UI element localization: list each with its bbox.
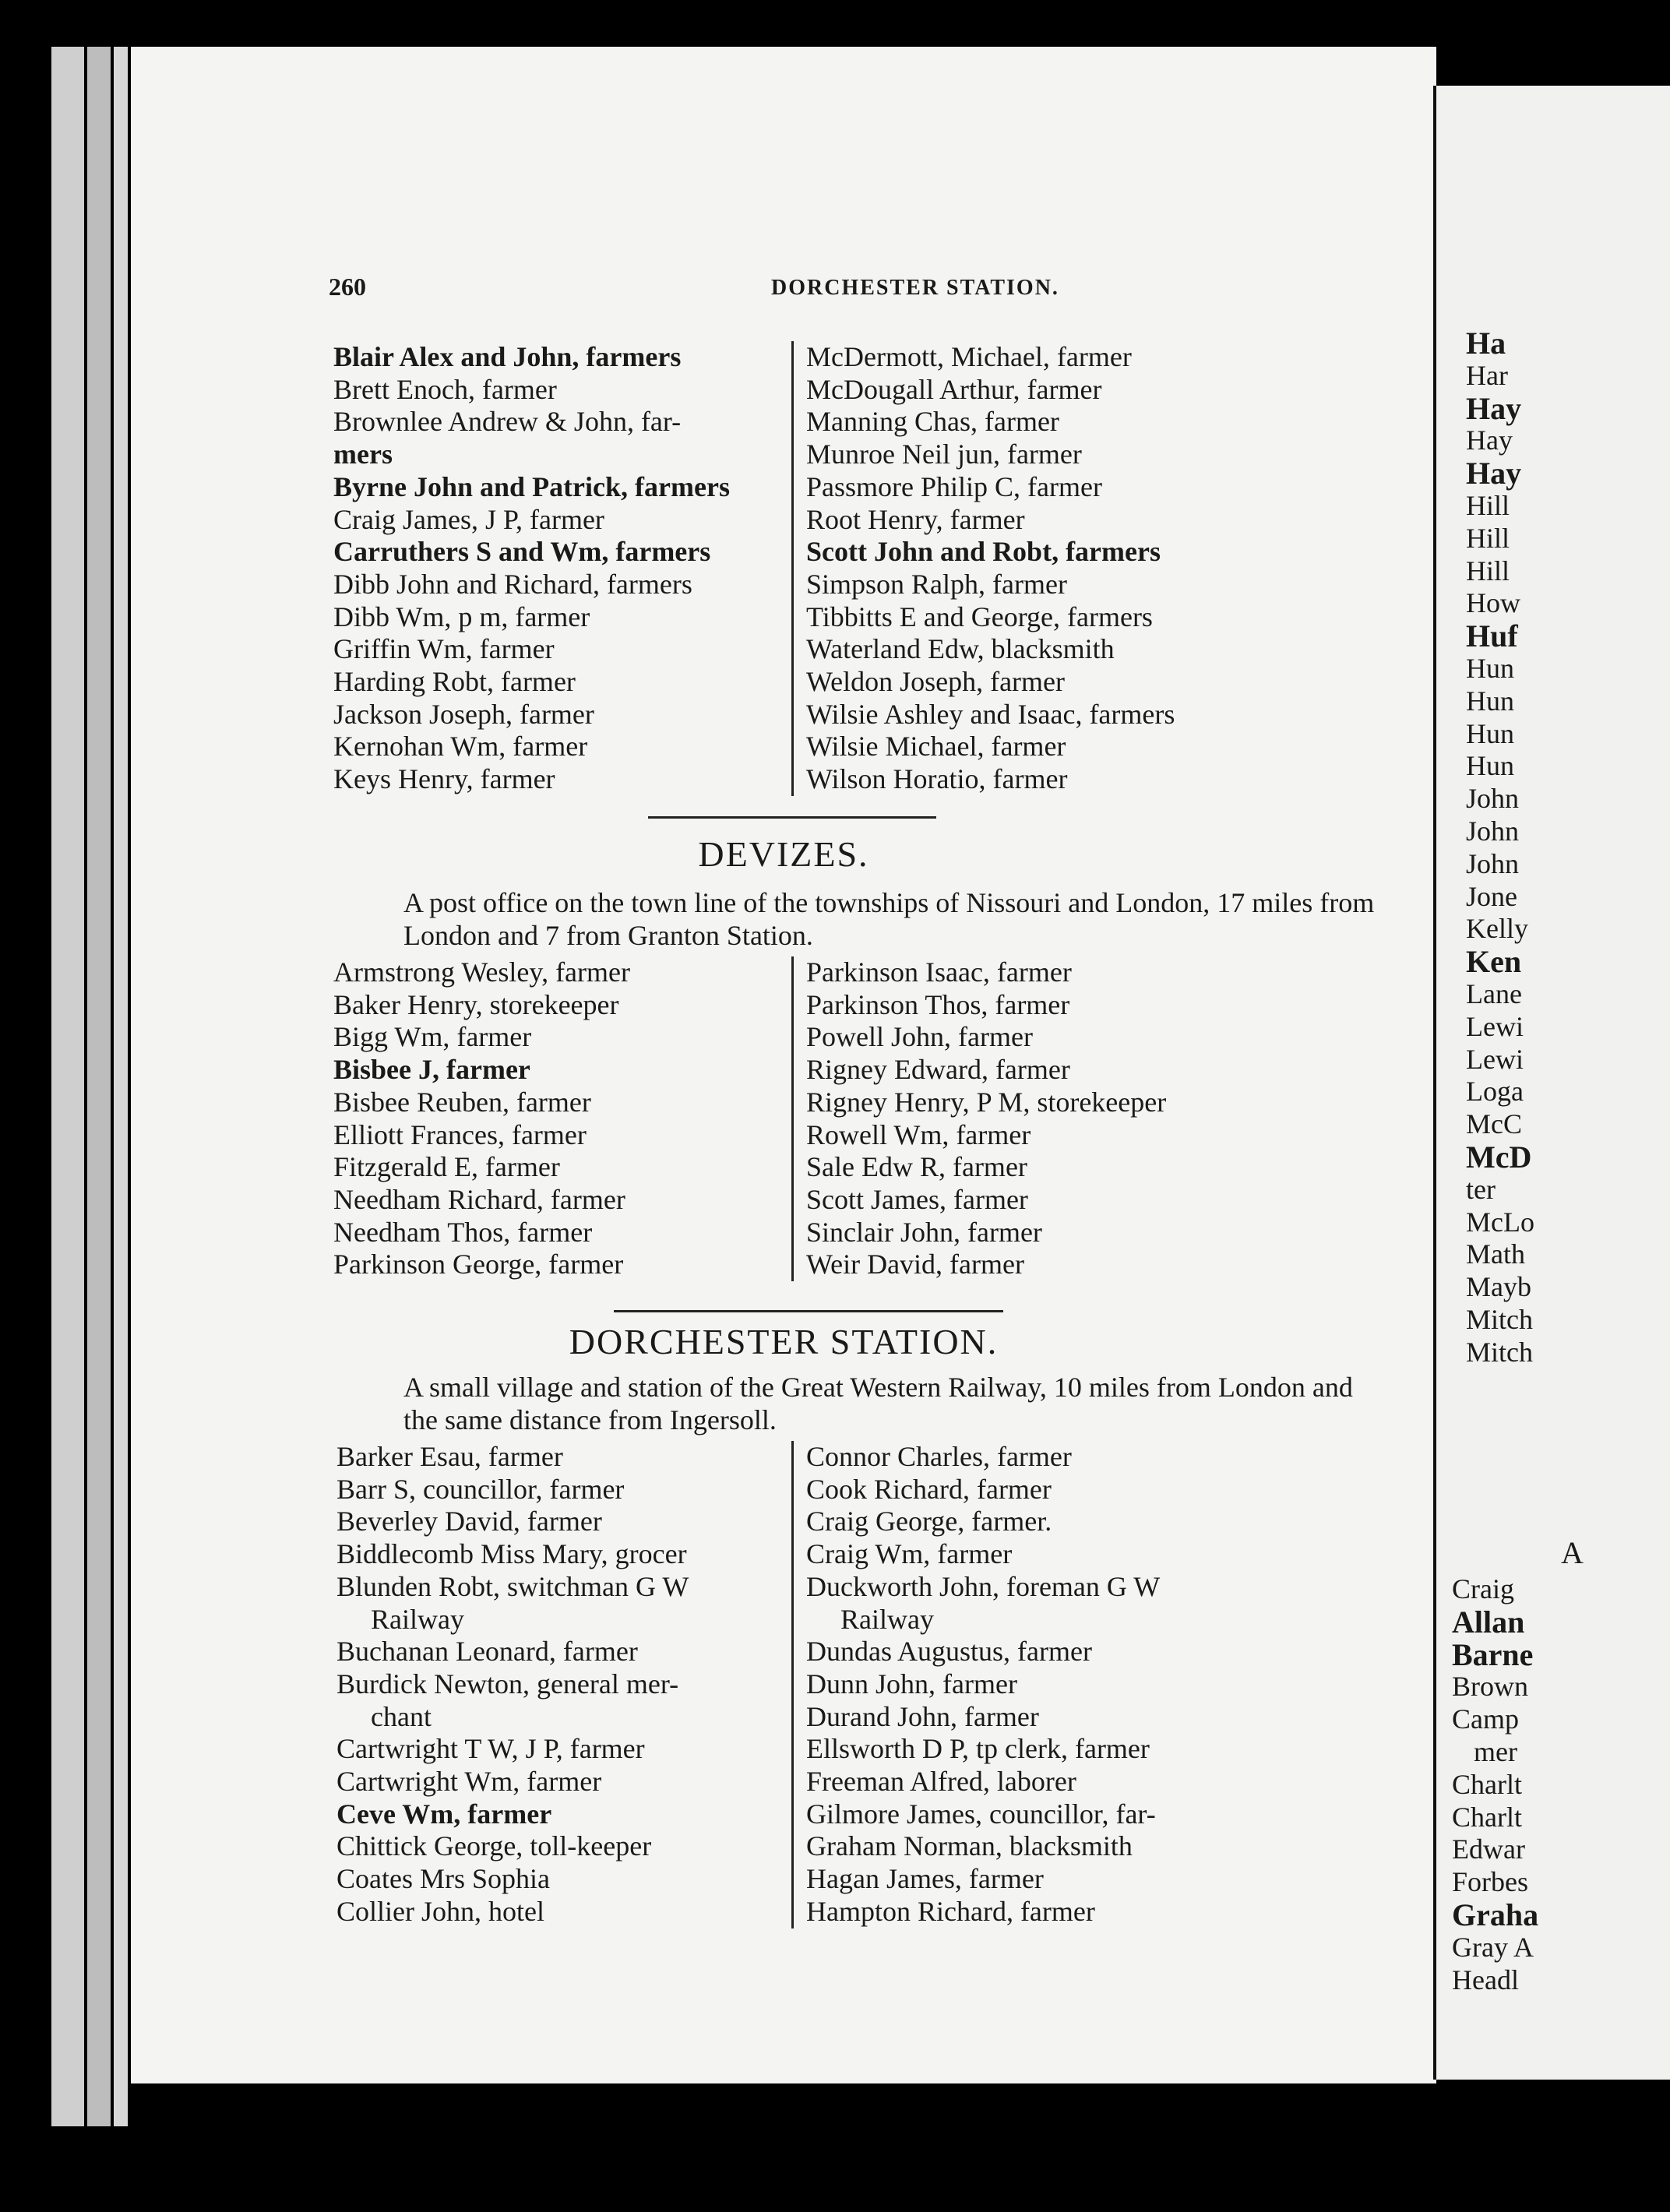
adjacent-page-fragment: ter — [1466, 1173, 1496, 1205]
list-item: Blair Alex and John, farmers — [333, 341, 682, 372]
adjacent-page-fragment: Charlt — [1452, 1801, 1522, 1833]
adjacent-page-fragment: John — [1466, 783, 1520, 815]
list-item: Dibb Wm, p m, farmer — [333, 601, 590, 632]
list-item: Cartwright Wm, farmer — [336, 1766, 602, 1798]
adjacent-page-fragment: Hill — [1466, 555, 1510, 586]
devizes-intro: A post office on the town line of the townships of Nissouri and London, 17 miles from London and 7 from Granton Station. — [403, 887, 1375, 951]
adjacent-page-fragment: Jone — [1466, 880, 1517, 912]
list-item: mers — [333, 439, 393, 470]
list-item: Manning Chas, farmer — [806, 406, 1059, 438]
adjacent-page-fragment: Hay — [1466, 424, 1513, 456]
book-edge — [51, 47, 84, 2126]
dorchester-left-column — [336, 1441, 788, 1928]
list-item: Collier John, hotel — [336, 1895, 544, 1927]
list-item: Ceve Wm, farmer — [336, 1798, 552, 1830]
book-edge — [87, 47, 111, 2126]
list-item: Buchanan Leonard, farmer — [336, 1636, 638, 1668]
list-item: Gilmore James, councillor, far- — [806, 1798, 1156, 1830]
list-item: Weldon Joseph, farmer — [806, 666, 1065, 698]
list-item: Carruthers S and Wm, farmers — [333, 536, 711, 568]
dorchester-intro: A small village and station of the Great Western Railway, 10 miles from London and the same distance from Ingersoll. — [403, 1372, 1353, 1435]
adjacent-page-fragment: Gray A — [1452, 1931, 1534, 1963]
adjacent-page-fragment: mer — [1474, 1735, 1517, 1767]
list-item: Keys Henry, farmer — [333, 763, 555, 795]
list-item: Dundas Augustus, farmer — [806, 1636, 1092, 1668]
list-item: Elliott Frances, farmer — [333, 1118, 587, 1150]
list-item: Waterland Edw, blacksmith — [806, 633, 1115, 665]
adjacent-page-fragment: Forbes — [1452, 1866, 1528, 1898]
book-edge — [114, 47, 128, 2126]
list-item: McDermott, Michael, farmer — [806, 341, 1132, 372]
list-item: Craig George, farmer. — [806, 1506, 1052, 1537]
adjacent-page-fragment: Hun — [1466, 717, 1514, 749]
list-item: Burdick Newton, general mer- — [336, 1668, 679, 1700]
adjacent-page-fragment: Loga — [1466, 1076, 1524, 1108]
list-item: Beverley David, farmer — [336, 1506, 602, 1537]
adjacent-page-fragment: Ken — [1466, 944, 1522, 980]
list-item: Wilson Horatio, farmer — [806, 763, 1068, 795]
adjacent-page-fragment: Edwar — [1452, 1833, 1525, 1865]
list-item: Bisbee J, farmer — [333, 1054, 530, 1086]
adjacent-page-fragment: Graha — [1452, 1897, 1539, 1932]
adjacent-page-fragment: John — [1466, 815, 1520, 847]
list-item: Jackson Joseph, farmer — [333, 698, 594, 730]
list-item: Craig Wm, farmer — [806, 1538, 1013, 1570]
adjacent-page-fragment: Kelly — [1466, 913, 1528, 945]
list-item: Ellsworth D P, tp clerk, farmer — [806, 1733, 1150, 1765]
list-item: Bisbee Reuben, farmer — [333, 1086, 591, 1118]
adjacent-page-fragment: McD — [1466, 1139, 1532, 1175]
adjacent-page-fragment: Har — [1466, 359, 1508, 391]
adjacent-page-fragment: How — [1466, 587, 1520, 619]
dorchester-right-column — [791, 1441, 1429, 1928]
list-item: Fitzgerald E, farmer — [333, 1151, 560, 1183]
list-item: Scott John and Robt, farmers — [806, 536, 1161, 568]
list-item: Duckworth John, foreman G W — [806, 1570, 1161, 1602]
list-item: Powell John, farmer — [806, 1021, 1033, 1053]
list-item: Rowell Wm, farmer — [806, 1118, 1031, 1150]
adjacent-page-fragment: Hun — [1466, 750, 1514, 782]
list-item: Baker Henry, storekeeper — [333, 988, 619, 1020]
list-item: McDougall Arthur, farmer — [806, 373, 1102, 405]
adjacent-page-fragment: Hill — [1466, 489, 1510, 521]
list-item: Biddlecomb Miss Mary, grocer — [336, 1538, 687, 1570]
list-item: Weir David, farmer — [806, 1249, 1024, 1280]
list-item: Railway — [840, 1603, 934, 1635]
list-item: Parkinson Thos, farmer — [806, 988, 1070, 1020]
list-item: Sale Edw R, farmer — [806, 1151, 1027, 1183]
adjacent-page-fragment: Barne — [1452, 1636, 1534, 1672]
adjacent-page-fragment: Mayb — [1466, 1271, 1531, 1303]
list-item: Railway — [371, 1603, 464, 1635]
list-item: Munroe Neil jun, farmer — [806, 439, 1082, 470]
list-item: Bigg Wm, farmer — [333, 1021, 532, 1053]
adjacent-page-fragment: Lewi — [1466, 1043, 1524, 1075]
list-item: Tibbitts E and George, farmers — [806, 601, 1153, 632]
adjacent-page-fragment: Math — [1466, 1238, 1525, 1270]
list-item: Simpson Ralph, farmer — [806, 568, 1067, 600]
list-item: Dunn John, farmer — [806, 1668, 1017, 1700]
adjacent-page-lower-list — [1452, 1573, 1538, 1996]
adjacent-page-fragment: Hay — [1466, 390, 1522, 426]
list-item: Armstrong Wesley, farmer — [333, 956, 630, 988]
adjacent-page-fragment: Mitch — [1466, 1303, 1533, 1335]
list-item: Dibb John and Richard, farmers — [333, 568, 692, 600]
list-item: Wilsie Michael, farmer — [806, 731, 1066, 763]
list-item: chant — [371, 1700, 432, 1732]
list-item: Rigney Edward, farmer — [806, 1054, 1070, 1086]
list-item: Barker Esau, farmer — [336, 1441, 563, 1472]
adjacent-page-fragment: Hay — [1466, 456, 1522, 491]
list-item: Durand John, farmer — [806, 1700, 1039, 1732]
adjacent-page-fragment: Headl — [1452, 1964, 1519, 1995]
list-item: Rigney Henry, P M, storekeeper — [806, 1086, 1167, 1118]
list-item: Cook Richard, farmer — [806, 1473, 1052, 1505]
list-item: Barr S, councillor, farmer — [336, 1473, 625, 1505]
list-item: Griffin Wm, farmer — [333, 633, 555, 665]
adjacent-page-fragment: McLo — [1466, 1206, 1534, 1238]
list-item: Freeman Alfred, laborer — [806, 1766, 1076, 1798]
list-item: Root Henry, farmer — [806, 503, 1025, 535]
list-item: Hampton Richard, farmer — [806, 1895, 1095, 1927]
adjacent-page-fragment: Brown — [1452, 1671, 1528, 1703]
list-item: Passmore Philip C, farmer — [806, 470, 1102, 502]
list-item: Sinclair John, farmer — [806, 1216, 1042, 1248]
adjacent-page-fragment: Lewi — [1466, 1010, 1524, 1042]
adjacent-page-fragment: Ha — [1466, 326, 1506, 361]
adjacent-page-fragment: Hun — [1466, 685, 1514, 717]
running-title: DORCHESTER STATION. — [771, 276, 1059, 300]
list-item: Graham Norman, blacksmith — [806, 1830, 1133, 1862]
list-item: Scott James, farmer — [806, 1183, 1028, 1215]
adjacent-page-fragment: McC — [1466, 1108, 1522, 1140]
list-item: Wilsie Ashley and Isaac, farmers — [806, 698, 1175, 730]
adjacent-page-fragment: Camp — [1452, 1703, 1519, 1735]
page-number: 260 — [329, 273, 366, 301]
list-item: Harding Robt, farmer — [333, 666, 576, 698]
section-divider — [648, 816, 936, 819]
adjacent-page-upper-list — [1466, 327, 1534, 1369]
adjacent-page-fragment: Huf — [1466, 618, 1518, 654]
book-page — [131, 47, 1436, 2083]
section-title-devizes: DEVIZES. — [698, 834, 869, 874]
top-left-column — [333, 341, 785, 796]
list-item: Byrne John and Patrick, farmers — [333, 470, 730, 502]
devizes-left-column — [333, 956, 785, 1281]
list-item: Brett Enoch, farmer — [333, 373, 557, 405]
list-item: Kernohan Wm, farmer — [333, 731, 588, 763]
list-item: Hagan James, farmer — [806, 1863, 1044, 1895]
adjacent-page-fragment: Craig — [1452, 1573, 1514, 1604]
adjacent-page-fragment: Charlt — [1452, 1768, 1522, 1800]
list-item: Brownlee Andrew & John, far- — [333, 406, 682, 438]
list-item: Connor Charles, farmer — [806, 1441, 1072, 1472]
section-divider — [614, 1310, 1003, 1312]
list-item: Needham Richard, farmer — [333, 1183, 625, 1215]
list-item: Craig James, J P, farmer — [333, 503, 604, 535]
adjacent-page-fragment: Hun — [1466, 652, 1514, 684]
top-right-column — [791, 341, 1429, 796]
list-item: Chittick George, toll-keeper — [336, 1830, 652, 1862]
adjacent-page-fragment: Lane — [1466, 977, 1522, 1009]
devizes-right-column — [791, 956, 1429, 1281]
list-item: Parkinson Isaac, farmer — [806, 956, 1072, 988]
adjacent-page-fragment: John — [1466, 847, 1520, 879]
adjacent-page-fragment: Hill — [1466, 522, 1510, 554]
adjacent-page-fragment: Mitch — [1466, 1336, 1533, 1368]
section-title-dorchester: DORCHESTER STATION. — [569, 1322, 999, 1361]
adjacent-page-fragment: Allan — [1452, 1604, 1525, 1640]
adjacent-page — [1433, 86, 1670, 2080]
list-item: Parkinson George, farmer — [333, 1249, 624, 1280]
list-item: Coates Mrs Sophia — [336, 1863, 550, 1895]
list-item: Needham Thos, farmer — [333, 1216, 593, 1248]
list-item: Blunden Robt, switchman G W — [336, 1570, 689, 1602]
adjacent-page-section-initial: A — [1561, 1535, 1584, 1570]
list-item: Cartwright T W, J P, farmer — [336, 1733, 645, 1765]
